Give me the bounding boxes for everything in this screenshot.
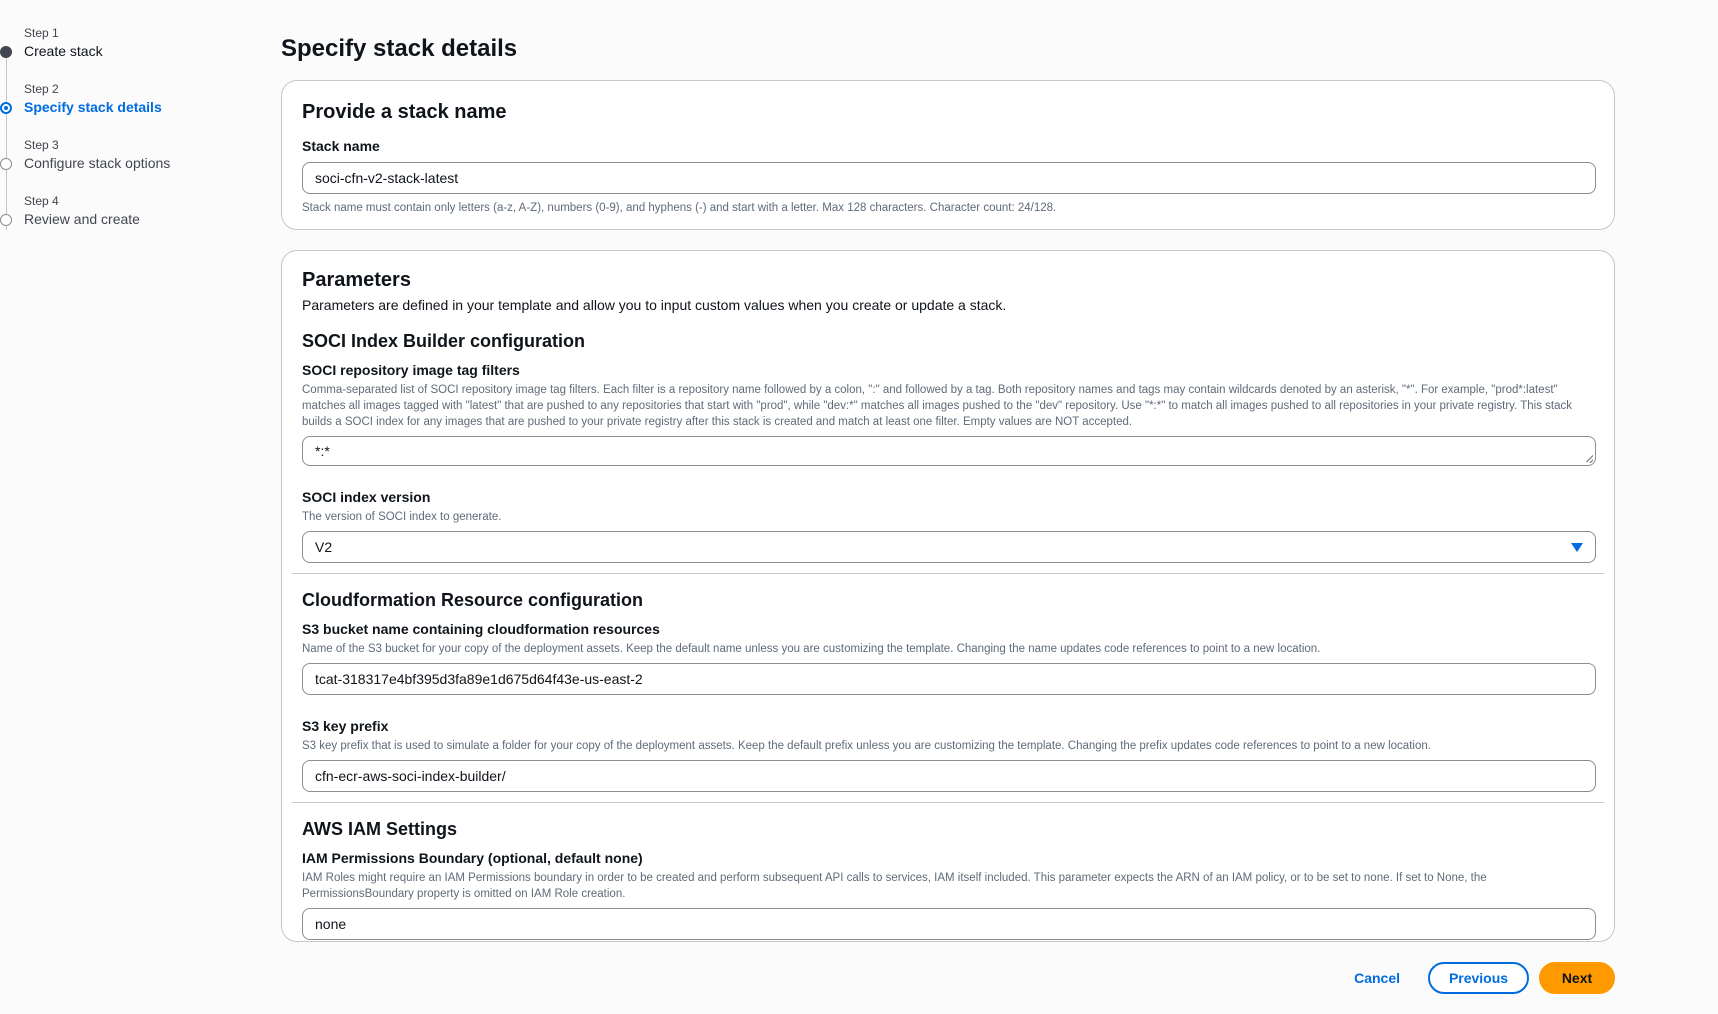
- cfn-resource-section-title: Cloudformation Resource configuration: [302, 590, 644, 610]
- index-version-value: V2: [315, 539, 333, 555]
- stack-name-section-title: Provide a stack name: [302, 101, 507, 123]
- step-number: Step 3: [24, 138, 59, 152]
- tag-filters-textarea[interactable]: [302, 436, 1596, 466]
- s3-bucket-value: tcat-318317e4bf395d3fa89e1d675d64f43e-us-east-2: [315, 671, 643, 687]
- index-version-description: The version of SOCI index to generate.: [302, 511, 502, 523]
- wizard-step-4: [0, 190, 250, 246]
- s3-bucket-input[interactable]: [302, 663, 1596, 695]
- step-title[interactable]: Create stack: [24, 43, 103, 59]
- next-button[interactable]: Next: [1539, 962, 1615, 994]
- wizard-actions: [1336, 962, 1615, 994]
- step-pending-icon: [0, 158, 12, 170]
- wizard-steps: [0, 22, 250, 246]
- step-number: Step 1: [24, 26, 59, 40]
- index-version-select[interactable]: [302, 531, 1596, 563]
- stack-name-input[interactable]: [302, 162, 1596, 194]
- stack-name-label: Stack name: [302, 138, 380, 154]
- step-title: Review and create: [24, 211, 140, 227]
- parameters-description: Parameters are defined in your template and allow you to input custom values when you create or update a stack.: [302, 297, 1007, 313]
- iam-boundary-description: IAM Roles might require an IAM Permissions boundary in order to be created and perform subsequent API calls to services, IAM itself included. This parameter expects the ARN of an IAM policy, or to be set to none. If set to None, the PermissionsBoundary property is omitted on IAM Role creation.: [302, 872, 1487, 900]
- resize-grip-icon[interactable]: [1585, 455, 1593, 463]
- step-current-icon: [0, 102, 12, 114]
- s3-key-prefix-label: S3 key prefix: [302, 718, 389, 734]
- step-number: Step 2: [24, 82, 59, 96]
- iam-boundary-label: IAM Permissions Boundary (optional, default none): [302, 850, 643, 866]
- parameters-title: Parameters: [302, 269, 411, 291]
- s3-key-prefix-input[interactable]: [302, 760, 1596, 792]
- tag-filters-description: Comma-separated list of SOCI repository image tag filters. Each filter is a repository name followed by a colon, ":" and followed by a tag. Both repository names and tags may contain wildcards denoted by an asterisk, "*". For example, "prod*:latest" matches all images tagged with "latest" that are pushed to any repositories that start with "prod", while "dev:*" matches all images pushed to the "dev" repository. Use "*:*" to match all images pushed to all repositories in your private registry. This stack builds a SOCI index for any images that are pushed to your private registry after this stack is created and match at least one filter. Empty values are NOT accepted.: [302, 384, 1573, 428]
- wizard-step-1[interactable]: [0, 22, 250, 78]
- s3-bucket-label: S3 bucket name containing cloudformation resources: [302, 621, 660, 637]
- step-pending-icon: [0, 214, 12, 226]
- step-complete-icon: [0, 46, 12, 58]
- page-title: Specify stack details: [281, 35, 518, 62]
- iam-section-title: AWS IAM Settings: [302, 819, 458, 839]
- step-title: Configure stack options: [24, 155, 171, 171]
- step-number: Step 4: [24, 194, 59, 208]
- tag-filters-label: SOCI repository image tag filters: [302, 362, 520, 378]
- iam-boundary-value: none: [315, 916, 347, 932]
- index-version-label: SOCI index version: [302, 489, 431, 505]
- s3-key-prefix-description: S3 key prefix that is used to simulate a folder for your copy of the deployment assets. Keep the default prefix unless you are customizing the template. Changing the prefix updates code references to point to a new location.: [302, 740, 1431, 752]
- iam-boundary-input[interactable]: [302, 908, 1596, 940]
- parameters-container: [281, 250, 1615, 942]
- stack-name-hint: Stack name must contain only letters (a-z, A-Z), numbers (0-9), and hyphens (-) and start with a letter. Max 128 characters. Character count: 24/128.: [302, 202, 1057, 214]
- s3-key-prefix-value: cfn-ecr-aws-soci-index-builder/: [315, 768, 506, 784]
- wizard-step-3: [0, 134, 250, 190]
- caret-down-icon: [1571, 543, 1583, 552]
- step-title[interactable]: Specify stack details: [24, 99, 162, 115]
- stack-name-container: [281, 80, 1615, 230]
- cancel-button[interactable]: Cancel: [1336, 962, 1418, 994]
- s3-bucket-description: Name of the S3 bucket for your copy of the deployment assets. Keep the default name unless you are customizing the template. Changing the name updates code references to point to a new location.: [302, 643, 1321, 655]
- stack-name-value: soci-cfn-v2-stack-latest: [315, 170, 459, 186]
- previous-button[interactable]: Previous: [1428, 962, 1529, 994]
- soci-builder-section-title: SOCI Index Builder configuration: [302, 331, 586, 351]
- wizard-step-2[interactable]: [0, 78, 250, 134]
- tag-filters-value: *:*: [315, 443, 330, 459]
